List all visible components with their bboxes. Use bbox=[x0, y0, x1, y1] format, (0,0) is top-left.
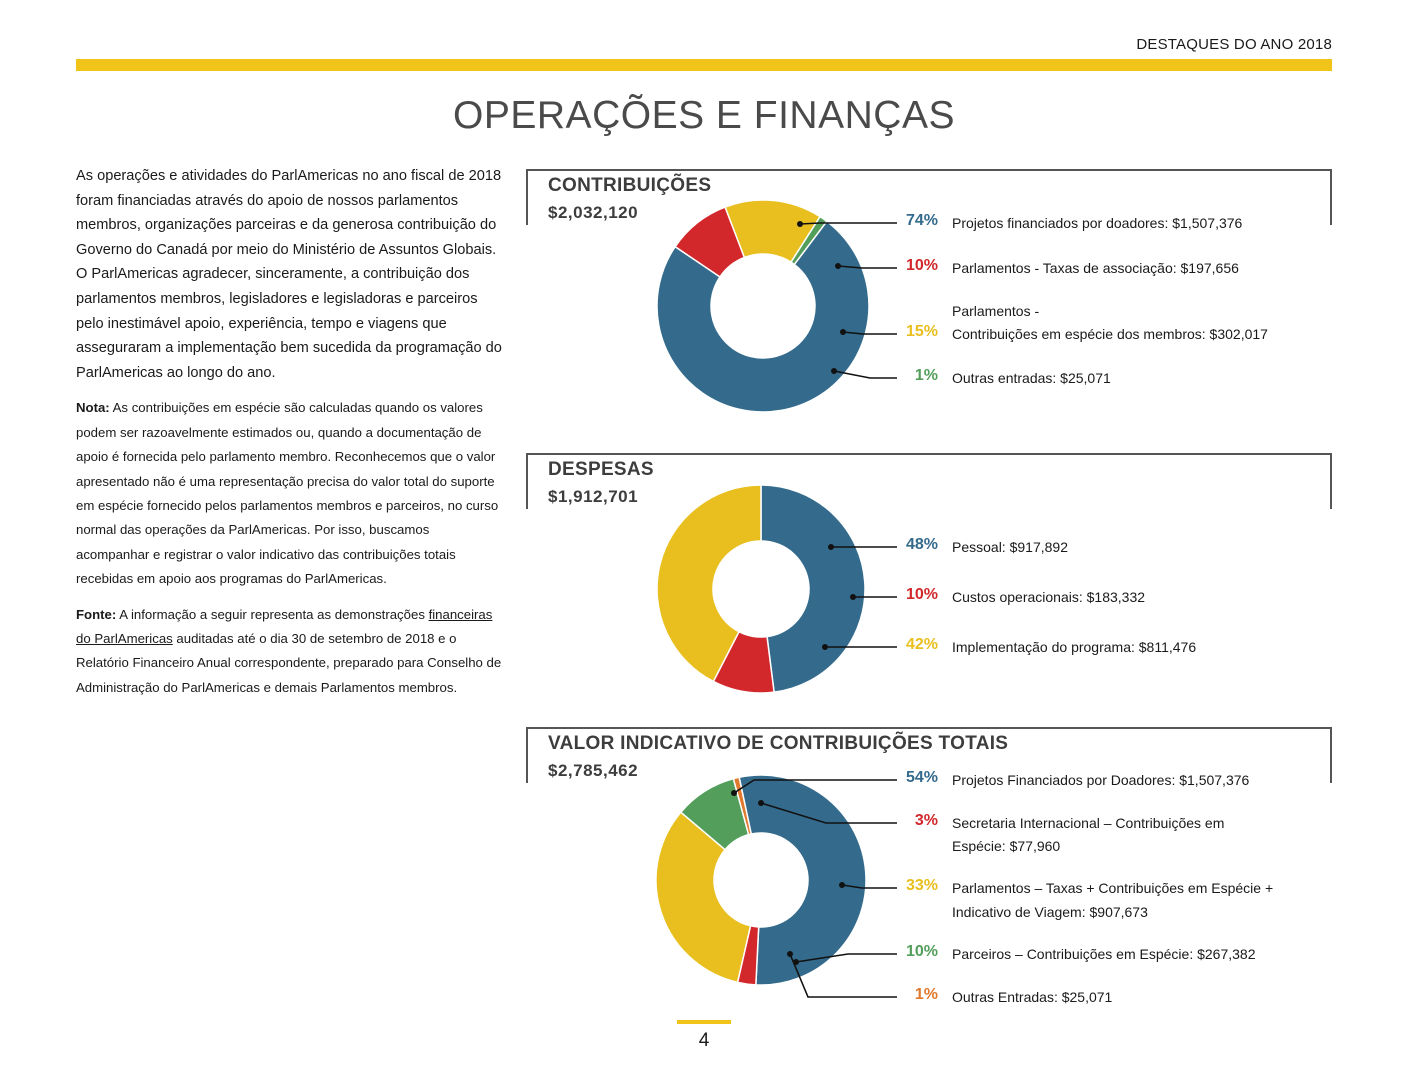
legend-percent: 42% bbox=[905, 636, 938, 653]
legend-label: Parlamentos - bbox=[952, 303, 1040, 319]
source-text-1: A informação a seguir representa as demonstrações bbox=[116, 606, 429, 622]
panel-title: DESPESAS bbox=[548, 459, 654, 480]
panel-total: $1,912,701 bbox=[548, 487, 639, 506]
page-title: OPERAÇÕES E FINANÇAS bbox=[453, 94, 955, 137]
source-label: Fonte: bbox=[76, 606, 117, 622]
intro-paragraph: As operações e atividades do ParlAmericas no ano fiscal de 2018 foram financiadas através do apoio de nossos parlamentos membros, organizações parceiras e da generosa contribuição do Governo do Canadá por meio do Ministério de Assuntos Globais. O ParlAmericas agradecer, sinceramente, a contribuição dos parlamentos membros, legisladores e legisladoras e parceiros pelo inestimável apoio, experiência, tempo e viagens que asseguraram a implementação bem sucedida da programação do ParlAmericas ao longo do ano. bbox=[76, 168, 502, 381]
legend-percent: 33% bbox=[905, 877, 938, 894]
legend-label: Indicativo de Viagem: $907,673 bbox=[952, 904, 1148, 920]
note-text: As contribuições em espécie são calculadas quando os valores podem ser razoavelmente estimados ou, quando a documentação de apoio é fornecida pelo parlamento membro. Reconhecemos que o valor apresentado não é uma representação precisa do valor total do suporte em espécie fornecido pelos parlamentos membros e parceiros, no curso normal das operações da ParlAmericas. Por isso, buscamos acompanhar e registrar o valor indicativo das contribuições totais recebidas em apoio aos programas do ParlAmericas. bbox=[76, 400, 499, 587]
legend-label: Secretaria Internacional – Contribuições em bbox=[952, 815, 1225, 831]
legend-percent: 15% bbox=[905, 323, 938, 340]
panel-title: VALOR INDICATIVO DE CONTRIBUIÇÕES TOTAIS bbox=[548, 733, 1009, 754]
legend-label: Parlamentos – Taxas + Contribuições em Espécie + bbox=[952, 880, 1274, 896]
source-link[interactable]: financeiras do ParlAmericas bbox=[76, 606, 493, 646]
legend-percent: 3% bbox=[914, 812, 938, 829]
source-text-2: auditadas até o dia 30 de setembro de 2018 e o Relatório Financeiro Anual correspondente, preparado para Conselho de Administração do ParlAmericas e demais Parlamentos membros. bbox=[76, 631, 502, 695]
note-label: Nota: bbox=[76, 400, 110, 416]
legend-percent: 74% bbox=[905, 212, 938, 229]
legend-label: Outras Entradas: $25,071 bbox=[952, 989, 1113, 1005]
legend-percent: 10% bbox=[905, 943, 938, 960]
legend-percent: 1% bbox=[914, 367, 938, 384]
panel-total: $2,785,462 bbox=[548, 761, 639, 780]
legend-label: Parceiros – Contribuições em Espécie: $267,382 bbox=[952, 946, 1256, 962]
leader-dot-2 bbox=[758, 800, 764, 806]
legend-label: Custos operacionais: $183,332 bbox=[952, 589, 1146, 605]
legend-label: Projetos financiados por doadores: $1,507,376 bbox=[952, 215, 1243, 231]
legend-label: Implementação do programa: $811,476 bbox=[952, 639, 1197, 655]
leader-dot-5 bbox=[787, 951, 793, 957]
legend-percent: 48% bbox=[905, 536, 938, 553]
page-number: 4 bbox=[698, 1030, 710, 1051]
legend-label: Projetos Financiados por Doadores: $1,507,376 bbox=[952, 772, 1250, 788]
legend-percent: 10% bbox=[905, 257, 938, 274]
legend-label: Espécie: $77,960 bbox=[952, 838, 1061, 854]
legend-label: Pessoal: $917,892 bbox=[952, 539, 1068, 555]
legend-percent: 54% bbox=[905, 769, 938, 786]
leader-dot-3 bbox=[839, 882, 845, 888]
legend-percent: 10% bbox=[905, 586, 938, 603]
legend-label: Outras entradas: $25,071 bbox=[952, 370, 1111, 386]
header-label: DESTAQUES DO ANO 2018 bbox=[1136, 36, 1332, 53]
legend-percent: 1% bbox=[914, 986, 938, 1003]
panel-total: $2,032,120 bbox=[548, 203, 639, 222]
panel-title: CONTRIBUIÇÕES bbox=[548, 175, 712, 196]
legend-label: Parlamentos - Taxas de associação: $197,656 bbox=[952, 260, 1239, 276]
legend-label: Contribuições em espécie dos membros: $302,017 bbox=[952, 326, 1268, 342]
footer-accent-bar bbox=[677, 1020, 731, 1024]
leader-dot-1 bbox=[731, 790, 737, 796]
